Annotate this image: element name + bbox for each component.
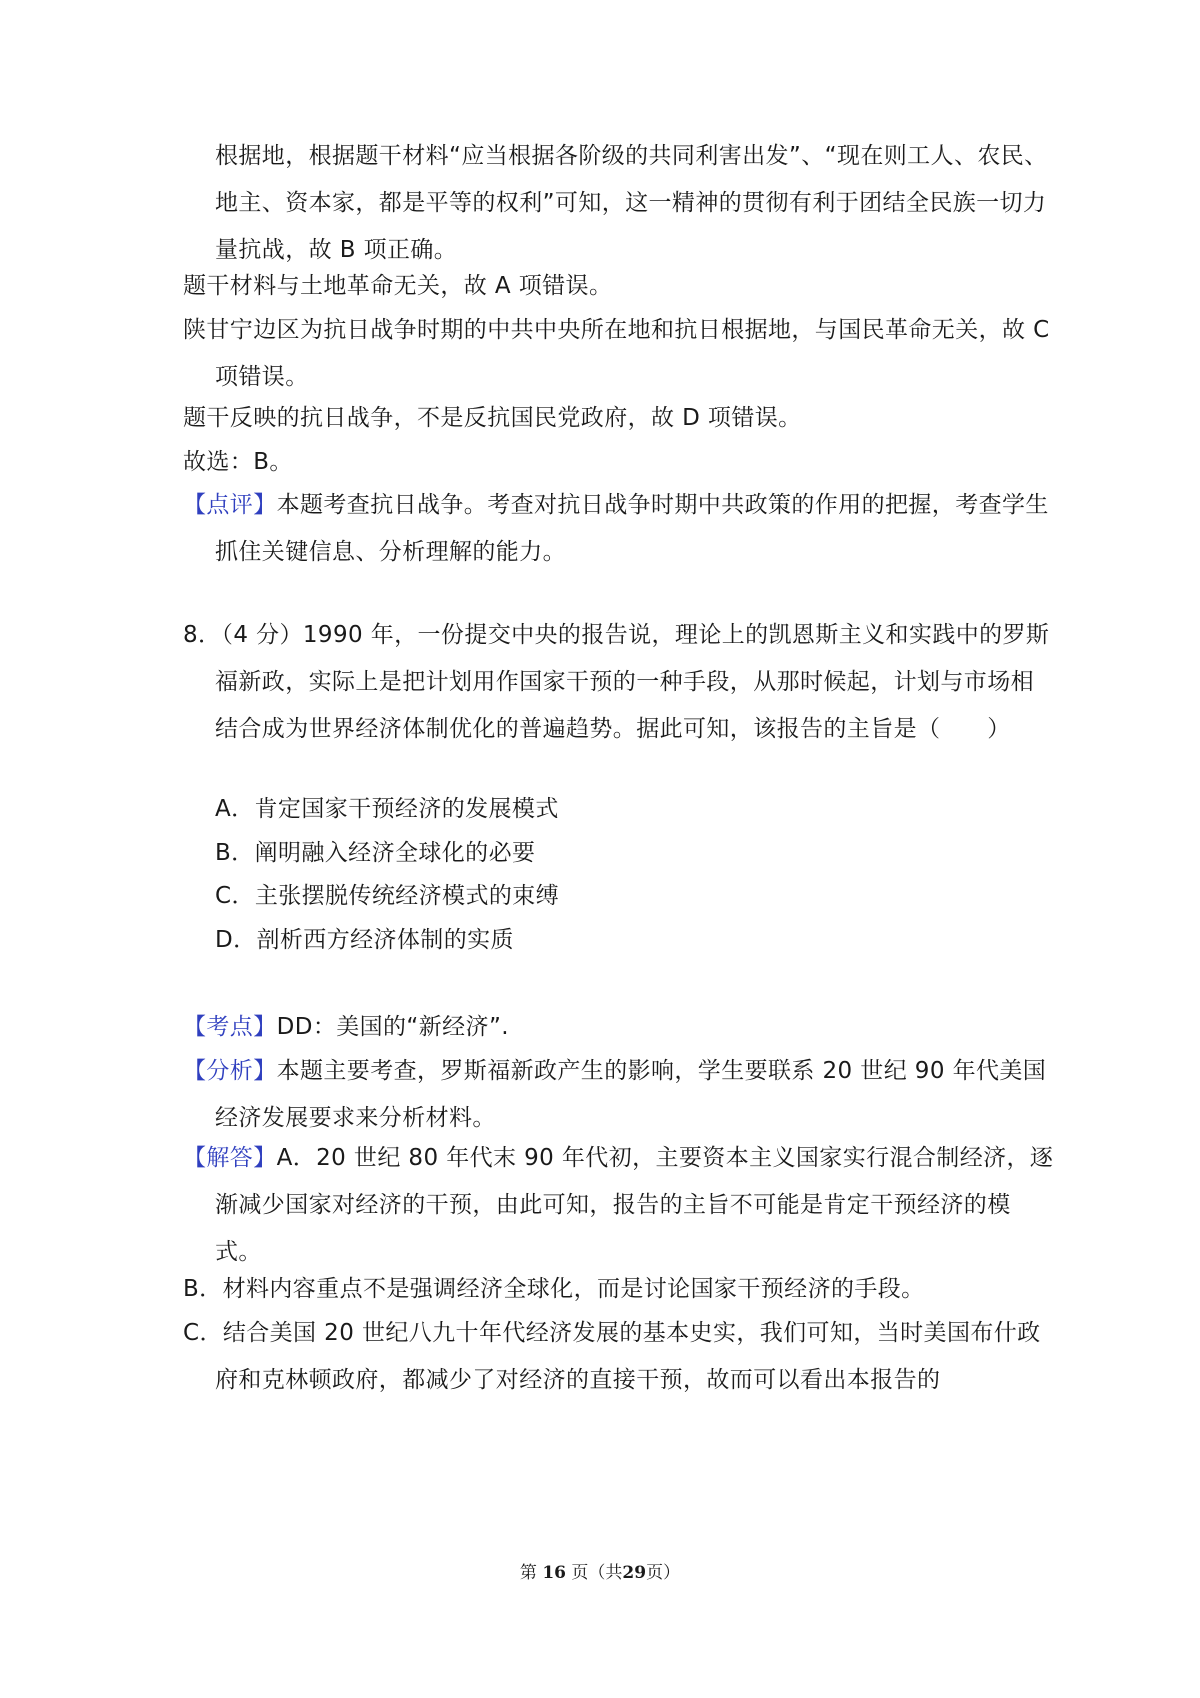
footer-total-pages: 29 bbox=[622, 1563, 647, 1583]
question-8-option-c: C．主张摆脱传统经济模式的束缚 bbox=[215, 883, 560, 909]
question-8-option-d: D．剖析西方经济体制的实质 bbox=[215, 927, 514, 953]
explanation-b: B．材料内容重点不是强调经济全球化，而是讨论国家干预经济的手段。 bbox=[183, 1276, 925, 1302]
question-8-stem: 8．（4 分）1990 年，一份提交中央的报告说，理论上的凯恩斯主义和实践中的罗斯福新政，实际上是把计划用作国家干预的一种手段，从那时候起，计划与市场相结合成为世界经济体制优化的普遍趋势。据此可知，该报告的主旨是（ ） bbox=[183, 622, 1050, 742]
review-paragraph bbox=[183, 482, 1055, 576]
question-8-option-b: B．阐明融入经济全球化的必要 bbox=[215, 840, 536, 866]
jieda-paragraph bbox=[183, 1135, 1055, 1276]
jieda-text: A．20 世纪 80 年代末 90 年代初，主要资本主义国家实行混合制经济，逐渐减少国家对经济的干预，由此可知，报告的主旨不可能是肯定干预经济的模式。 bbox=[215, 1145, 1054, 1265]
fenxi-paragraph bbox=[183, 1048, 1055, 1142]
review-text: 本题考查抗日战争。考查对抗日战争时期中共政策的作用的把握，考查学生抓住关键信息、分析理解的能力。 bbox=[215, 492, 1049, 565]
footer-middle: 页（共 bbox=[571, 1563, 623, 1583]
explanation-option-d: 题干反映的抗日战争，不是反抗国民党政府，故 D 项错误。 bbox=[183, 405, 802, 431]
question-8-option-a: A．肯定国家干预经济的发展模式 bbox=[215, 796, 559, 822]
selected-answer: 故选：B。 bbox=[183, 449, 293, 475]
explanation-option-c: 陕甘宁边区为抗日战争时期的中共中央所在地和抗日根据地，与国民革命无关，故 C 项错误。 bbox=[183, 317, 1050, 390]
page-footer bbox=[0, 1558, 1200, 1583]
answer-continuation: 根据地，根据题干材料“应当根据各阶级的共同利害出发”、“现在则工人、农民、地主、资本家，都是平等的权利”可知，这一精神的贯彻有利于团结全民族一切力量抗战，故 B 项正确。 bbox=[215, 143, 1048, 263]
jieda-tag: 【解答】 bbox=[183, 1145, 277, 1171]
kaodian-paragraph bbox=[183, 1004, 1055, 1051]
kaodian-tag: 【考点】 bbox=[183, 1014, 277, 1040]
explanation-c: C．结合美国 20 世纪八九十年代经济发展的基本史实，我们可知，当时美国布什政府和克林顿政府，都减少了对经济的直接干预，故而可以看出本报告的 bbox=[183, 1320, 1041, 1393]
explanation-option-a: 题干材料与土地革命无关，故 A 项错误。 bbox=[183, 273, 613, 299]
fenxi-tag: 【分析】 bbox=[183, 1058, 277, 1084]
footer-page-number: 16 bbox=[542, 1563, 566, 1583]
footer-prefix: 第 bbox=[519, 1563, 537, 1583]
fenxi-text: 本题主要考查，罗斯福新政产生的影响，学生要联系 20 世纪 90 年代美国经济发展要求来分析材料。 bbox=[215, 1058, 1047, 1131]
review-tag: 【点评】 bbox=[183, 492, 277, 518]
kaodian-text: DD：美国的“新经济”. bbox=[276, 1014, 509, 1040]
footer-suffix: 页） bbox=[646, 1563, 681, 1583]
